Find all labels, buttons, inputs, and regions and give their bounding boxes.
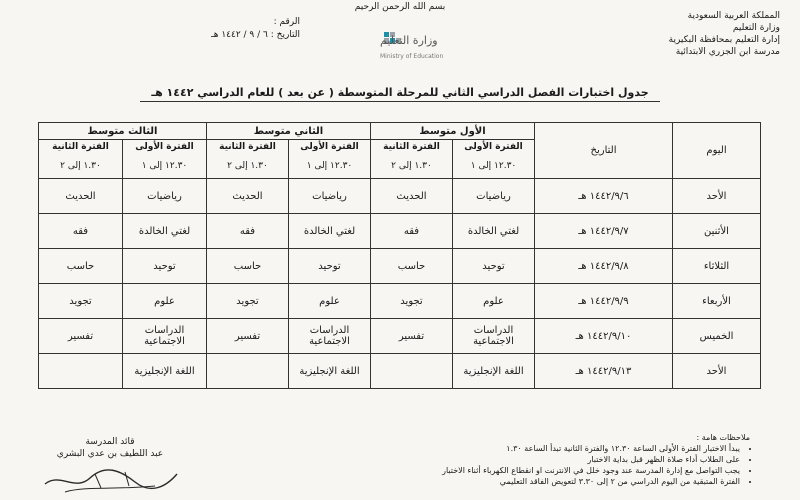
- period-time: ١.٣٠ إلى ٢: [371, 154, 453, 179]
- day-cell: الأحد: [673, 354, 761, 389]
- day-cell: الأربعاء: [673, 284, 761, 319]
- subject-cell: لغتي الخالدة: [453, 214, 535, 249]
- handwritten-signature-icon: [35, 462, 185, 498]
- department-line: إدارة التعليم بمحافظة البكيرية: [668, 35, 780, 45]
- period-header: الفترة الثانية: [39, 140, 123, 155]
- table-row: [39, 214, 761, 249]
- subject-cell: تجويد: [39, 284, 123, 319]
- logo-arabic-text: وزارة التعليم: [380, 34, 438, 47]
- subject-cell: توحيد: [123, 249, 207, 284]
- subject-cell: رياضيات: [453, 179, 535, 214]
- grade-header: الثاني متوسط: [207, 123, 371, 140]
- signer-role: قائد المدرسة: [85, 437, 135, 447]
- subject-cell: حاسب: [39, 249, 123, 284]
- period-header: الفترة الأولى: [453, 140, 535, 155]
- table-row: [39, 249, 761, 284]
- kingdom-line: المملكة العربية السعودية: [687, 11, 780, 21]
- issuer-block: [580, 10, 780, 58]
- notes-block: [270, 432, 750, 487]
- period-time: ١٢.٣٠ إلى ١: [123, 154, 207, 179]
- subject-cell: [371, 354, 453, 389]
- table-row: [39, 319, 761, 354]
- period-header: الفترة الثانية: [207, 140, 289, 155]
- period-header: الفترة الأولى: [123, 140, 207, 155]
- subject-cell: اللغة الإنجليزية: [453, 354, 535, 389]
- date-cell: ١٤٤٢/٩/٩ هـ: [535, 284, 673, 319]
- signer-name: عبد اللطيف بن عدي البشري: [56, 449, 164, 459]
- subject-cell: توحيد: [453, 249, 535, 284]
- subject-cell: لغتي الخالدة: [289, 214, 371, 249]
- ministry-logo: [300, 28, 444, 64]
- subject-cell: تفسير: [39, 319, 123, 354]
- subject-cell: لغتي الخالدة: [123, 214, 207, 249]
- note-item: • الفترة المتبقية من اليوم الدراسي من ٢ إلى ٣.٣٠ لتعويض الفاقد التعليمي: [270, 476, 740, 487]
- period-header: الفترة الثانية: [371, 140, 453, 155]
- note-item: • يجب التواصل مع إدارة المدرسة عند وجود خلل في الانترنت او انقطاع الكهرباء أثناء الاختبار: [270, 465, 740, 476]
- logo-english-text: Ministry of Education: [380, 53, 444, 60]
- subject-cell: فقه: [207, 214, 289, 249]
- table-row: [39, 179, 761, 214]
- reference-block: [150, 16, 300, 42]
- ministry-line: وزارة التعليم: [732, 23, 780, 33]
- notes-label: ملاحظات هامة :: [696, 433, 750, 442]
- subject-cell: فقه: [39, 214, 123, 249]
- document-date: التاريخ : ٦ / ٩ / ١٤٤٢ هـ: [211, 30, 300, 40]
- subject-cell: الحديث: [39, 179, 123, 214]
- ministry-logo-icon: [300, 28, 444, 64]
- date-column-header: التاريخ: [535, 123, 673, 179]
- note-item: • على الطلاب أداء صلاة الظهر قبل بداية الاختبار: [270, 454, 740, 465]
- schedule-title: جدول اختبارات الفصل الدراسي الثاني للمرحلة المتوسطة ( عن بعد ) للعام الدراسي ١٤٤٢ هـ: [140, 86, 660, 102]
- day-cell: الأثنين: [673, 214, 761, 249]
- subject-cell: اللغة الإنجليزية: [289, 354, 371, 389]
- period-time: ١.٣٠ إلى ٢: [39, 154, 123, 179]
- reference-number: الرقم :: [273, 17, 300, 27]
- grade-header: الثالث متوسط: [39, 123, 207, 140]
- subject-cell: الدراسات الاجتماعية: [453, 319, 535, 354]
- subject-cell: تجويد: [371, 284, 453, 319]
- subject-cell: فقه: [371, 214, 453, 249]
- subject-cell: [39, 354, 123, 389]
- subject-cell: الدراسات الاجتماعية: [289, 319, 371, 354]
- grade-header: الأول متوسط: [371, 123, 535, 140]
- subject-cell: الحديث: [371, 179, 453, 214]
- subject-cell: حاسب: [371, 249, 453, 284]
- subject-cell: تفسير: [207, 319, 289, 354]
- table-row: [39, 354, 761, 389]
- note-item: • يبدأ الاختبار الفترة الأولى الساعة ١٢.٣٠ والفترة الثانية تبدأ الساعة ١.٣٠: [270, 443, 740, 454]
- period-time: ١.٣٠ إلى ٢: [207, 154, 289, 179]
- notes-list: [270, 443, 750, 487]
- day-column-header: اليوم: [673, 123, 761, 179]
- subject-cell: علوم: [123, 284, 207, 319]
- date-cell: ١٤٤٢/٩/١٠ هـ: [535, 319, 673, 354]
- day-cell: الخميس: [673, 319, 761, 354]
- subject-cell: الحديث: [207, 179, 289, 214]
- basmala: بسم الله الرحمن الرحيم: [354, 2, 446, 12]
- subject-cell: علوم: [453, 284, 535, 319]
- period-header: الفترة الأولى: [289, 140, 371, 155]
- subject-cell: توحيد: [289, 249, 371, 284]
- subject-cell: رياضيات: [289, 179, 371, 214]
- subject-cell: [207, 354, 289, 389]
- day-cell: الأحد: [673, 179, 761, 214]
- subject-cell: رياضيات: [123, 179, 207, 214]
- subject-cell: حاسب: [207, 249, 289, 284]
- subject-cell: اللغة الإنجليزية: [123, 354, 207, 389]
- subject-cell: علوم: [289, 284, 371, 319]
- subject-cell: تجويد: [207, 284, 289, 319]
- date-cell: ١٤٤٢/٩/٦ هـ: [535, 179, 673, 214]
- school-line: مدرسة ابن الجزري الابتدائية: [675, 47, 780, 57]
- date-cell: ١٤٤٢/٩/٨ هـ: [535, 249, 673, 284]
- subject-cell: الدراسات الاجتماعية: [123, 319, 207, 354]
- period-time: ١٢.٣٠ إلى ١: [289, 154, 371, 179]
- period-time: ١٢.٣٠ إلى ١: [453, 154, 535, 179]
- date-cell: ١٤٤٢/٩/١٣ هـ: [535, 354, 673, 389]
- table-row: [39, 284, 761, 319]
- date-cell: ١٤٤٢/٩/٧ هـ: [535, 214, 673, 249]
- signature-block: [30, 436, 190, 498]
- subject-cell: تفسير: [371, 319, 453, 354]
- exam-schedule-table: [38, 122, 761, 389]
- day-cell: الثلاثاء: [673, 249, 761, 284]
